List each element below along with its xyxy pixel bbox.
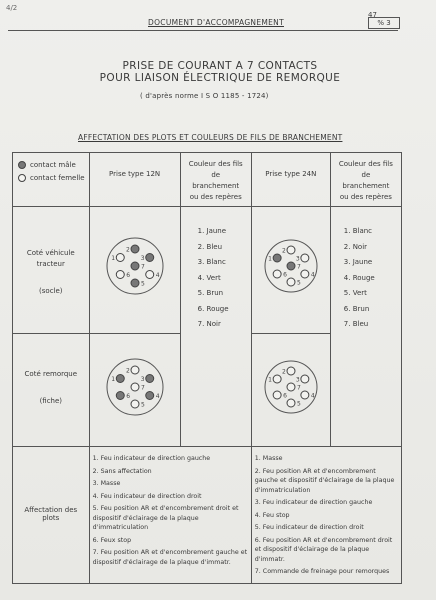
assign-24n-cell [251,447,401,584]
page-number: 47 [368,11,377,19]
assign-12n-cell [89,447,251,584]
pin-number-label: 5 [296,279,301,287]
pin-number-label: 6 [125,393,130,400]
list-item: 1. Masse [254,455,283,462]
header-24n-colour [330,153,401,207]
pin-number-label: 3 [295,376,300,384]
pin-number-label: 5 [296,400,301,408]
legend-female [18,174,86,182]
connector-pin [145,375,153,383]
plug-12n-trailer-diagram [93,337,177,441]
list-item: 7. Bleu [343,320,369,328]
plug-24n-trailer-diagram [255,337,327,441]
trailer-sub-label: (fiche) [39,397,63,405]
header-12n-colour-line: Couleur des fils [188,160,243,168]
connector-pin [145,254,153,262]
header-24n-colour-line: de [361,171,371,179]
connector-pin [131,383,139,391]
header-rule [8,30,398,31]
header-12n-colour [180,153,251,207]
tractor-12n-diagram-cell [89,207,180,334]
assign-label-cell [13,447,90,584]
header-24n-colour-line: branchement [342,182,390,190]
pin-number-label: 2 [125,367,130,375]
list-item: 2. Feu position AR et d'encombrement gauche et dispositif d'éclairage de la plaque d'immatriculation [254,467,395,494]
list-item: 1. Blanc [343,227,373,235]
connector-table [12,152,402,584]
pin-number-label: 4 [155,272,160,279]
pin-number-label: 6 [282,392,287,400]
trailer-24n-diagram-cell [251,334,330,447]
list-item: 3. Blanc [197,258,226,266]
list-item: 6. Rouge [197,304,229,313]
pin-number-label: 7 [140,384,145,392]
list-item: 3. Masse [92,480,121,487]
reference-box: % 3 [368,17,400,29]
pin-number-label: 2 [125,246,130,254]
pin-number-label: 6 [125,272,130,279]
connector-pin [273,270,281,278]
pin-number-label: 3 [140,255,145,262]
connector-pin [287,278,295,286]
connector-pin [301,375,309,383]
connector-pin [273,391,281,399]
connector-pin [287,399,295,407]
socket-24n-tractor-diagram [255,210,327,328]
list-item: 2. Sans affectation [92,467,152,475]
connector-pin [116,271,124,279]
female-contact-icon [18,174,26,182]
list-item: 4. Feu indicateur de direction droit [92,492,202,500]
header-12n-colour-line: branchement [192,182,240,190]
pin-number-label: 2 [281,368,286,376]
socket-12n-tractor-diagram [93,210,177,328]
main-title [70,60,370,84]
list-item: 4. Rouge [343,273,375,282]
list-item: 5. Feu indicateur de direction droit [254,524,364,531]
title-line-1: PRISE DE COURANT A 7 CONTACTS [122,60,318,72]
header-12n-colour-line: ou des repères [189,193,242,201]
assignment-row [13,447,402,584]
list-item: 6. Brun [343,304,370,313]
document-header-title: DOCUMENT D'ACCOMPAGNEMENT [148,18,284,27]
connector-pin [287,246,295,254]
trailer-label: Coté remorque [24,370,78,378]
connector-pin [273,375,281,383]
title-line-2: POUR LIAISON ÉLECTRIQUE DE REMORQUE [99,72,341,84]
tractor-24n-diagram-cell [251,207,330,334]
pin-number-label: 2 [281,247,286,255]
connector-pin [131,262,139,270]
pin-number-label: 1 [267,376,272,384]
connector-pin [116,392,124,400]
pin-number-label: 7 [296,263,301,271]
list-item: 4. Vert [197,273,221,282]
pin-number-label: 3 [295,255,300,263]
norm-subtitle: ( d'après norme I S O 1185 - 1724) [140,92,269,100]
tractor-label: Coté véhicule tracteur [26,249,75,268]
header-12n [89,153,180,207]
pins-24n-tractor [268,246,315,287]
header-12n-colour-line: de [211,171,221,179]
assign-label: Affectation des plots [24,506,78,522]
list-item: 7. Feu position AR et d'encombrement gauche et dispositif d'éclairage de la plaque d'immatr. [92,549,248,566]
tractor-label-cell [13,207,90,334]
pin-number-label: 6 [282,271,287,279]
colours-12n-list [184,210,248,333]
list-item: 5. Brun [197,289,224,297]
male-contact-icon [18,161,26,169]
table-header-row [13,153,402,207]
header-24n [251,153,330,207]
header-24n-colour-line: Couleur des fils [338,160,393,168]
pins-12n-tractor [111,245,159,288]
corner-number: 4/2 [6,4,18,12]
connector-pin [145,271,153,279]
pin-number-label: 1 [110,255,115,262]
pin-number-label: 7 [296,384,301,392]
list-item: 3. Jaune [343,258,373,266]
colours-24n-cell [330,207,401,447]
legend-female-label: contact femelle [30,174,85,182]
pin-number-label: 1 [110,376,115,383]
pin-number-label: 3 [140,376,145,383]
assign-12n-list [93,450,248,567]
pins-24n-trailer [268,367,315,408]
pin-number-label: 5 [140,280,145,288]
tractor-sub-label: (socle) [39,287,63,295]
connector-pin [131,400,139,408]
connector-pin [131,366,139,374]
legend-cell [13,153,90,207]
pins-12n-trailer [111,366,159,409]
list-item: 7. Noir [197,320,221,328]
colours-24n-list [334,210,398,333]
list-item: 2. Bleu [197,242,223,251]
connector-pin [131,245,139,253]
list-item: 3. Feu indicateur de direction gauche [254,499,373,506]
connector-pin [131,279,139,287]
section-title: AFFECTATION DES PLOTS ET COULEURS DE FILS DE BRANCHEMENT [78,133,343,142]
header-24n-colour-line: ou des repères [339,193,392,201]
list-item: 4. Feu stop [254,511,290,519]
connector-pin [287,367,295,375]
connector-pin [301,391,309,399]
pin-number-label: 4 [310,392,315,400]
connector-pin [301,270,309,278]
trailer-12n-diagram-cell [89,334,180,447]
list-item: 5. Feu position AR et d'encombrement droit et dispositif d'éclairage de la plaque d'immatriculation [92,505,239,531]
list-item: 5. Vert [343,289,367,297]
trailer-label-cell [13,334,90,447]
connector-pin [287,383,295,391]
assign-24n-list [255,450,398,577]
pin-number-label: 5 [140,401,145,409]
legend-male [18,161,86,169]
list-item: 2. Noir [343,242,368,251]
legend-male-label: contact mâle [30,161,76,169]
connector-pin [287,262,295,270]
connector-pin [301,254,309,262]
header-24n-label: Prise type 24N [265,170,317,178]
list-item: 6. Feu position AR et d'encombrement droit et dispositif d'éclairage de la plaque d'immatr. [254,536,393,563]
list-item: 1. Feu indicateur de direction gauche [92,455,211,462]
pin-number-label: 4 [310,271,315,279]
header-12n-label: Prise type 12N [109,170,161,178]
connector-pin [116,375,124,383]
list-item: 6. Feux stop [92,536,132,544]
connector-pin [273,254,281,262]
list-item: 1. Jaune [197,227,227,235]
pin-number-label: 4 [155,393,160,400]
list-item: 7. Commande de freinage pour remorques [254,568,390,575]
connector-pin [116,254,124,262]
colours-12n-cell [180,207,251,447]
pin-number-label: 1 [267,255,272,263]
pin-number-label: 7 [140,263,145,271]
tractor-row [13,207,402,334]
connector-pin [145,392,153,400]
